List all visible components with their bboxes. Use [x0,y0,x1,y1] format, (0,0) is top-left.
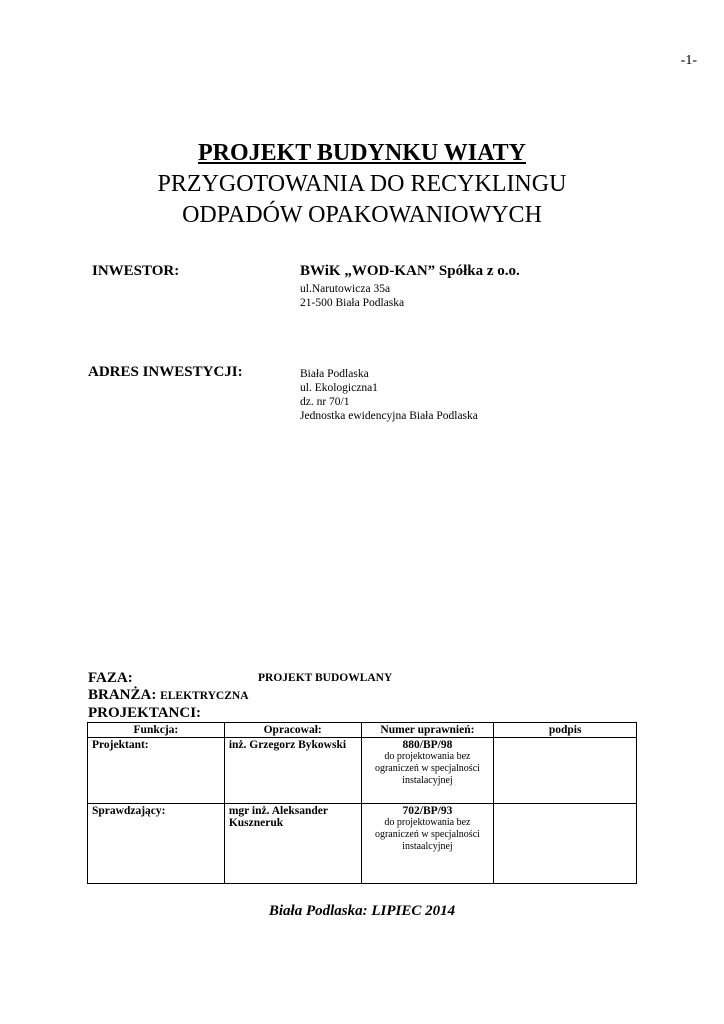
table-row [88,738,637,804]
phase-value: PROJEKT BUDOWLANY [258,672,393,684]
row-function: Sprawdzający: [88,804,225,884]
column-header-signature: podpis [494,723,637,738]
license-note: do projektowania bez ograniczeń w specjalności instalacyjnej [374,751,480,786]
row-name: mgr inż. Aleksander Kuszneruk [224,804,361,884]
row-license [361,738,494,804]
signature-cell [494,738,637,804]
footer-place-date: Biała Podlaska: LIPIEC 2014 [268,903,456,919]
investor-label: INWESTOR: [92,263,180,279]
investor-address-line: ul.Narutowicza 35a [300,283,391,295]
branch-label: BRANŻA: [88,687,157,703]
column-header-author: Opracował: [224,723,361,738]
row-license [361,804,494,884]
investment-address-label: ADRES INWESTYCJI: [88,364,243,380]
table-row [88,804,637,884]
investor-name: BWiK „WOD-KAN” Spółka z o.o. [300,263,520,279]
investor-address [300,282,404,310]
page-number: -1- [680,53,697,68]
column-header-license: Numer uprawnień: [361,723,494,738]
investment-address-line: ul. Ekologiczna1 [300,382,378,394]
investment-address-line: Biała Podlaska [300,368,369,380]
column-header-function: Funkcja: [88,723,225,738]
row-name: inż. Grzegorz Bykowski [224,738,361,804]
investment-address-line: dz. nr 70/1 [300,396,350,408]
license-number: 702/BP/93 [402,805,453,817]
investor-address-line: 21-500 Biała Podlaska [300,297,405,309]
designers-label: PROJEKTANCI: [88,705,202,721]
license-note: do projektowania bez ograniczeń w specjalności instaalcyjnej [374,817,480,852]
investment-address [300,367,478,423]
designers-table [87,722,637,884]
phase-label: FAZA: [88,670,133,686]
branch-line [88,687,249,704]
license-number: 880/BP/98 [402,739,453,751]
branch-value: ELEKTRYCZNA [160,690,249,702]
table-header-row [88,723,637,738]
document-title: PROJEKT BUDYNKU WIATY [197,140,527,166]
signature-cell [494,804,637,884]
investment-address-line: Jednostka ewidencyjna Biała Podlaska [300,410,478,422]
document-subtitle-line-2: ODPADÓW OPAKOWANIOWYCH [182,202,542,228]
document-subtitle-line-1: PRZYGOTOWANIA DO RECYKLINGU [157,171,567,197]
row-function: Projektant: [88,738,225,804]
